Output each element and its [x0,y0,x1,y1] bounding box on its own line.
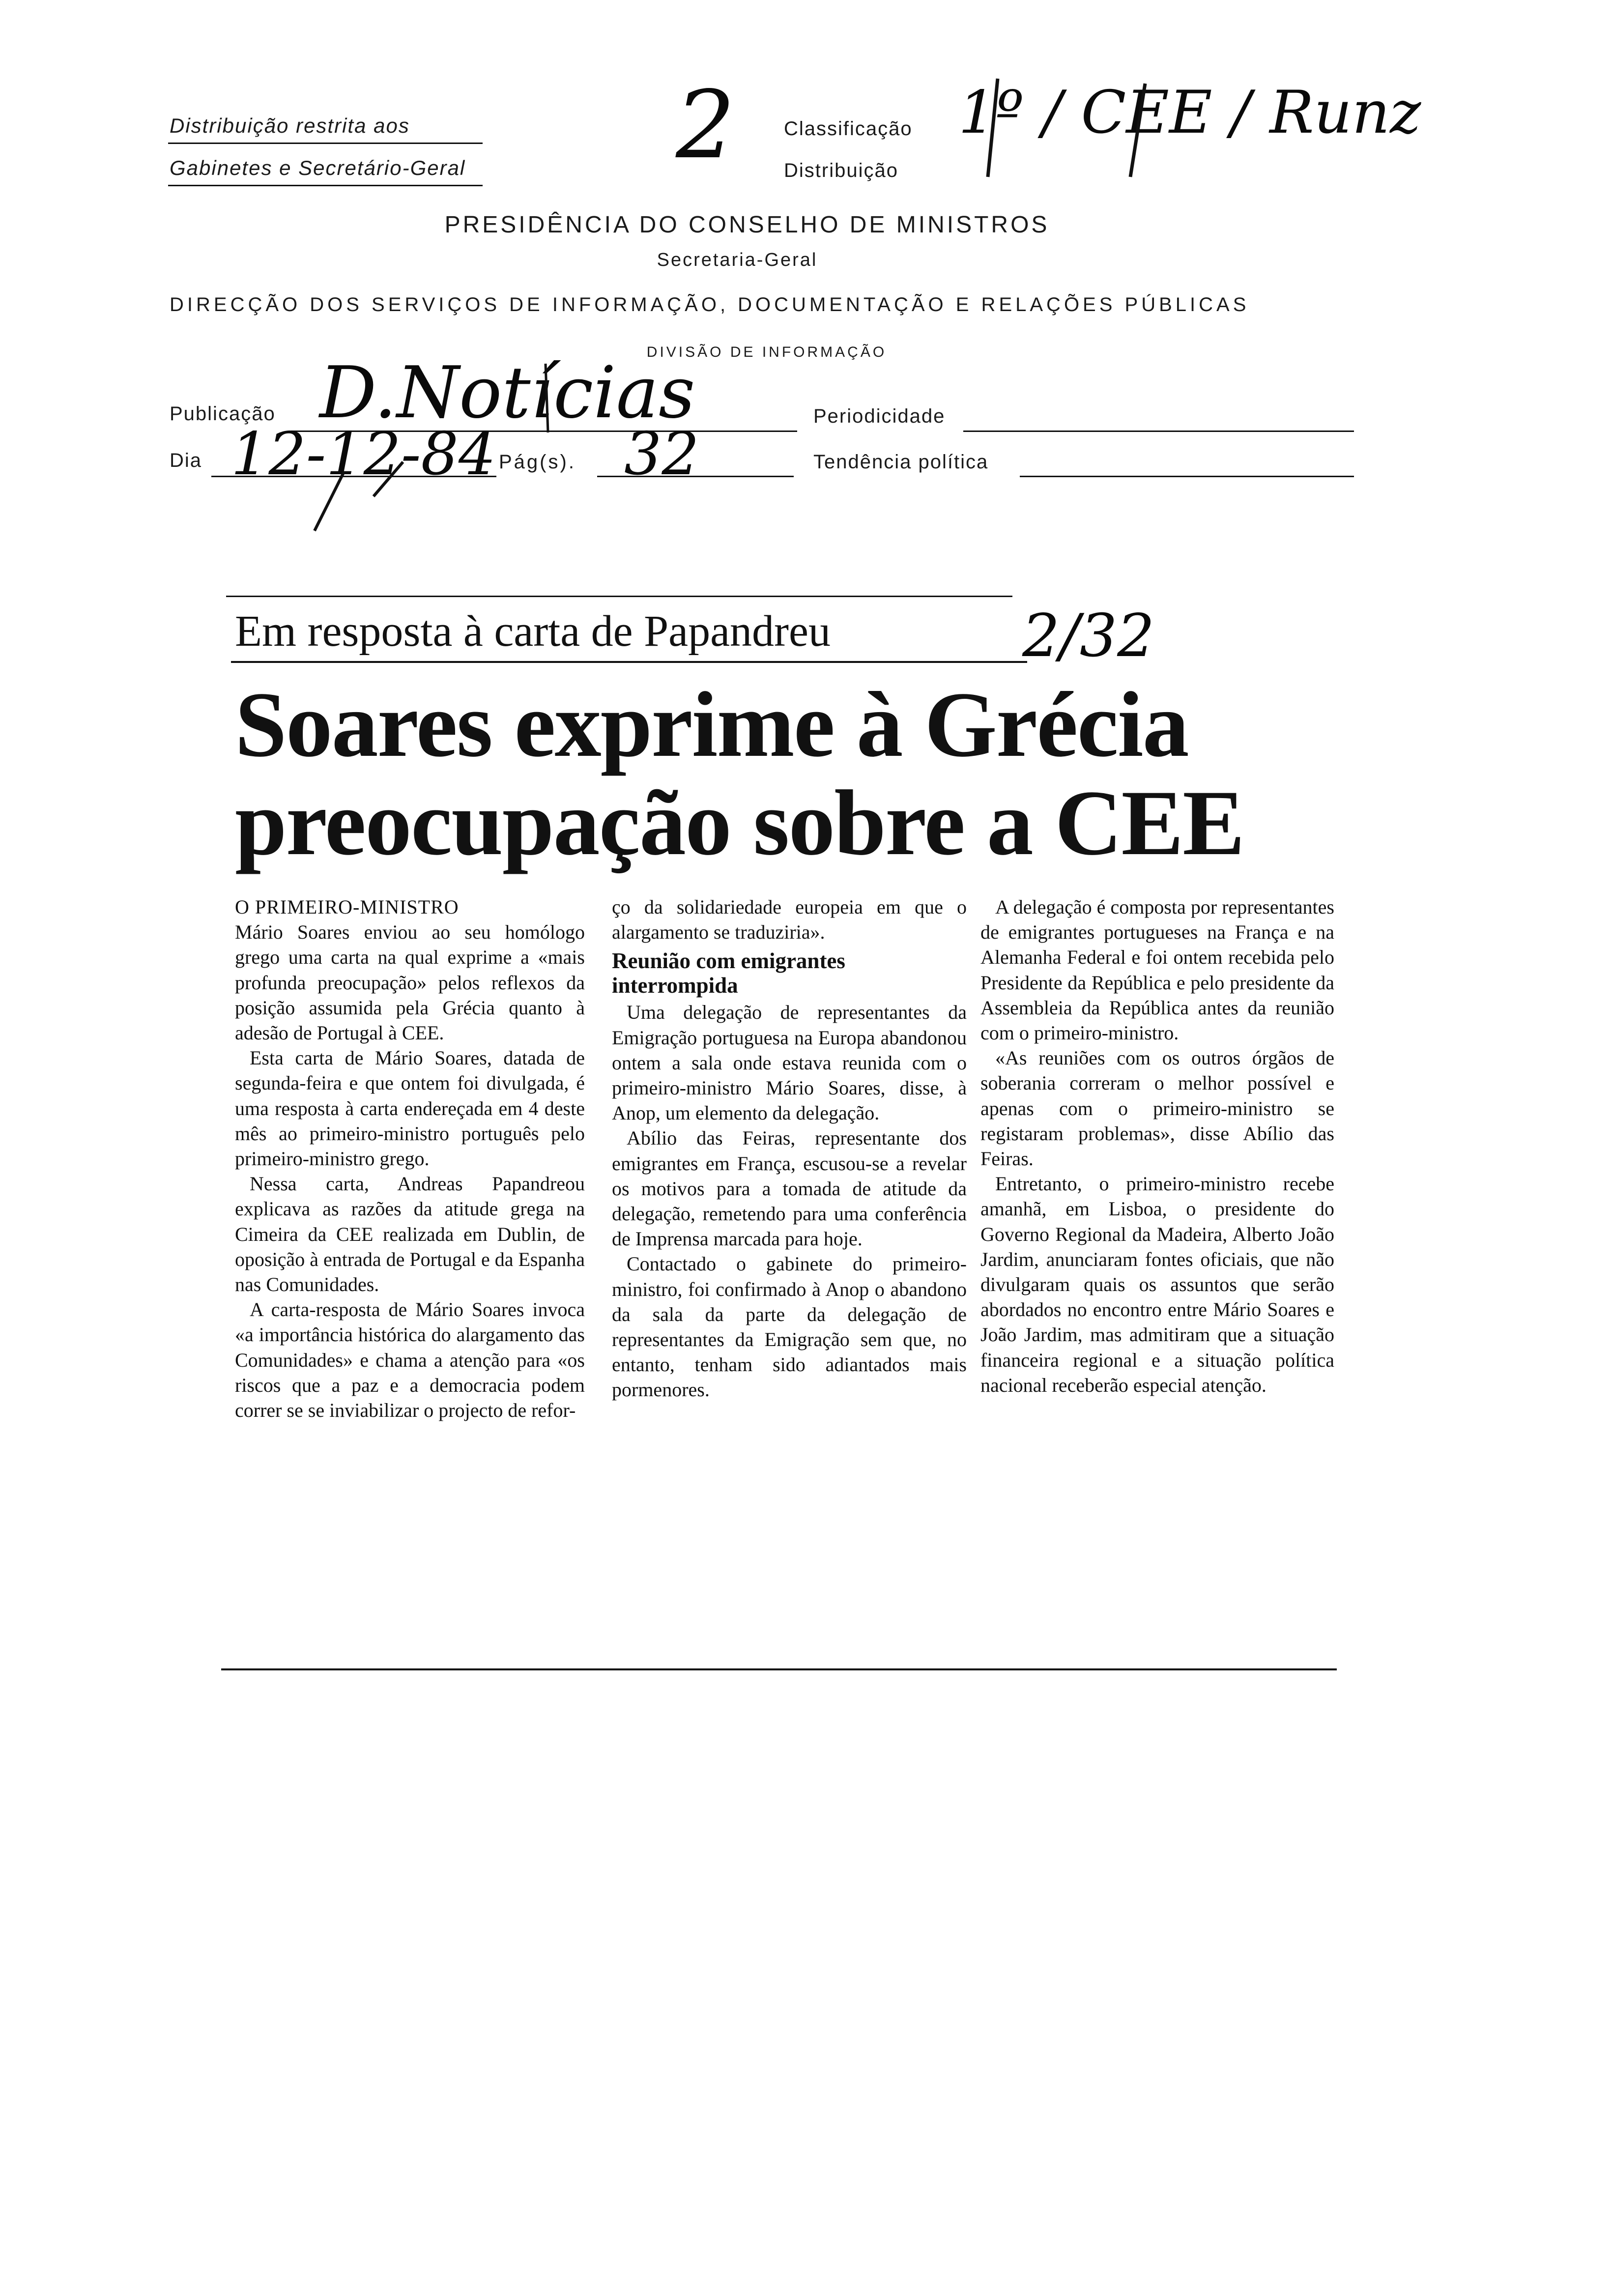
kicker-underline [231,661,1027,663]
col1-paragraph-3: Nessa carta, Andreas Papandreou explicava as razões da atitude grega na Cimeira da CEE realizada em Dublin, de oposição à entrada de Portugal e da Espanha nas Comunidades. [235,1173,585,1296]
day-value: 12-12-84 [231,420,496,488]
pages-label: Pág(s). [499,451,576,473]
article-headline-line1: Soares exprime à Grécia [235,673,1188,776]
pages-value: 32 [624,420,699,488]
col2-paragraph-1: ço da solidariedade europeia em que o alargamento se traduziria». [612,896,967,944]
handwritten-classification: 1º / CEE / Runz [958,79,1421,147]
article-column-1 [235,894,585,1423]
col1-paragraph-4: A carta-resposta de Mário Soares invoca «a importância histórica do alargamento das Comunidades» e chama a atenção para «os riscos que a paz e a democracia podem correr se se inviabilizar o projecto de refor- [235,1298,585,1422]
article-subheading: Reunião com emigrantes interrompida [612,948,845,998]
article-kicker: Em resposta à carta de Papandreu [235,607,831,656]
clipping-bottom-rule [221,1668,1337,1670]
col3-paragraph-2: «As reuniões com os outros órgãos de soberania correram o melhor possível e apenas com o primeiro-ministro se registaram problemas», disse Abílio das Feiras. [980,1047,1334,1170]
handwritten-ref: 2/32 [1022,602,1155,670]
col2-paragraph-4: Contactado o gabinete do primeiro-ministro, foi confirmado à Anop o abandono da sala da parte da delegação de representantes da Emigração sem que, no entanto, tenham sido adiantados mais pormenores. [612,1253,967,1401]
clipping-top-rule [226,596,1012,597]
col3-paragraph-1: A delegação é composta por representantes de emigrantes portugueses na França e na Alemanha Federal e foi ontem recebida pelo Presidente da República e pelo presidente da Assembleia da República antes da reunião com o primeiro-ministro. [980,896,1334,1044]
col1-paragraph-2: Esta carta de Mário Soares, datada de segunda-feira e que ontem foi divulgada, é uma resposta à carta endereçada em 4 deste mês ao primeiro-ministro português pelo primeiro-ministro grego. [235,1047,585,1170]
publication-label: Publicação [170,403,276,425]
directorate-name: DIRECÇÃO DOS SERVIÇOS DE INFORMAÇÃO, DOCUMENTAÇÃO E RELAÇÕES PÚBLICAS [170,294,1250,316]
article-column-3 [980,894,1334,1398]
handwritten-strokes [0,0,1612,541]
classification-label: Classificação [784,118,913,140]
article-column-2 [612,894,967,1403]
secretariat-name: Secretaria-Geral [657,250,818,270]
col2-paragraph-2: Uma delegação de representantes da Emigração portuguesa na Europa abandonou ontem a sala onde estava reunida com o primeiro-ministro Mário Soares, disse, à Anop, um elemento da delegação. [612,1001,967,1124]
col1-paragraph-1: Mário Soares enviou ao seu homólogo grego uma carta na qual exprime a «mais profunda preocupação» pelos reflexos da posição assumida pela Grécia quanto à adesão de Portugal à CEE. [235,921,585,1044]
handwritten-number: 2 [676,71,735,179]
distribution-label: Distribuição [784,160,898,181]
col3-paragraph-3: Entretanto, o primeiro-ministro recebe amanhã, em Lisboa, o presidente do Governo Regional da Madeira, Alberto João Jardim, anunciaram fontes oficiais, que não divulgaram quais os assuntos que serão abordados no encontro entre Mário Soares e João Jardim, mas admitiram que a situação financeira regional e a situação política nacional receberão especial atenção. [980,1173,1334,1396]
article-headline-line2: preocupação sobre a CEE [235,772,1244,875]
publication-value: D.Notícias [319,351,695,434]
article-lead-caps: O PRIMEIRO-MINISTRO [235,896,459,918]
division-name: DIVISÃO DE INFORMAÇÃO [646,344,887,360]
col2-paragraph-3: Abílio das Feiras, representante dos emigrantes em França, escusou-se a revelar os motivos para a tomada de atitude da delegação, remetendo para uma conferência de Imprensa marcada para hoje. [612,1127,967,1250]
periodicity-label: Periodicidade [813,405,946,427]
day-label: Dia [170,450,202,471]
institution-name: PRESIDÊNCIA DO CONSELHO DE MINISTROS [444,212,1050,238]
political-tendency-label: Tendência política [813,451,989,473]
distribution-restriction-line2: Gabinetes e Secretário-Geral [170,156,466,179]
distribution-restriction-line1: Distribuição restrita aos [170,114,410,137]
